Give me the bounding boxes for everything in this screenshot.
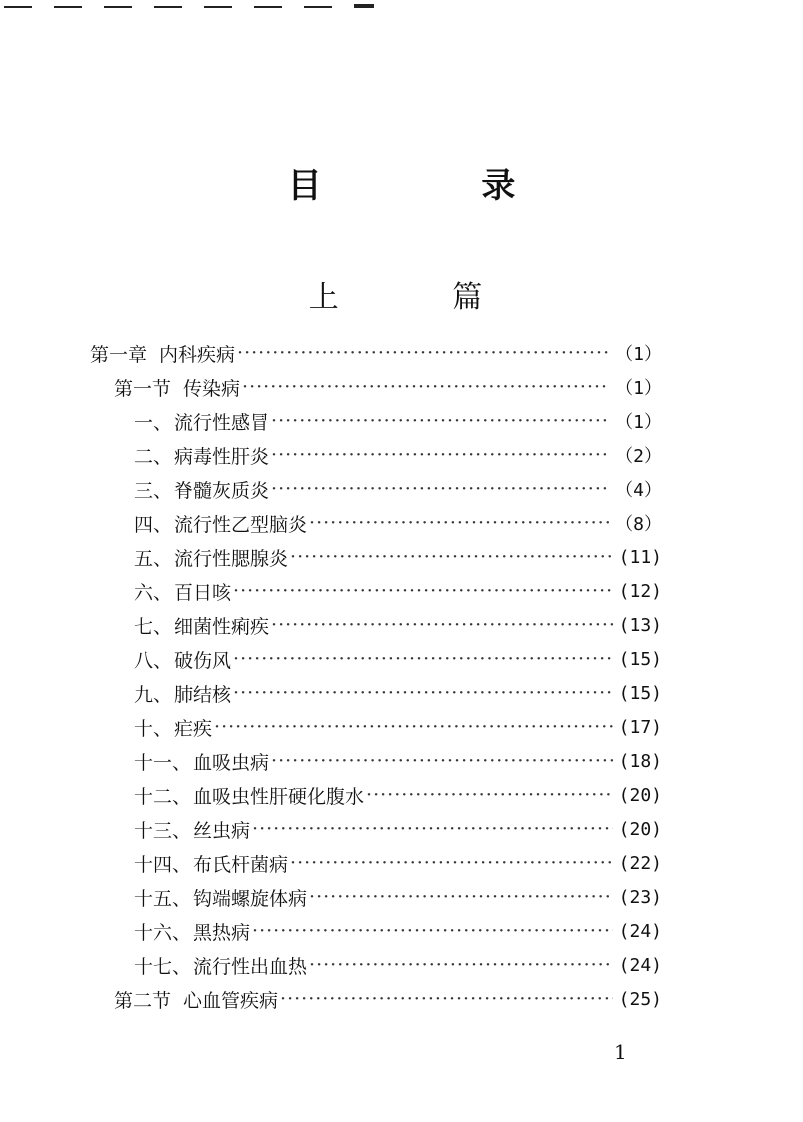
toc-entry-number: 十五、 bbox=[134, 887, 192, 910]
toc-entry-label: 脊髓灰质炎 bbox=[174, 479, 270, 502]
toc-entry[interactable] bbox=[134, 948, 662, 982]
edge-mark bbox=[354, 4, 374, 8]
leader-dots bbox=[271, 614, 613, 636]
toc-entry-page: (24) bbox=[618, 954, 662, 976]
toc-entry-page: (25) bbox=[618, 988, 662, 1010]
toc-entry-page: (22) bbox=[618, 852, 662, 874]
toc-entry-number: 三、 bbox=[134, 479, 173, 502]
edge-mark bbox=[304, 6, 332, 8]
toc-entry-number: 十六、 bbox=[134, 921, 192, 944]
toc-entry-label: 疟疾 bbox=[174, 717, 213, 740]
toc-entry-page: (20) bbox=[618, 818, 662, 840]
toc-entry-label: 布氏杆菌病 bbox=[193, 853, 289, 876]
leader-dots bbox=[271, 410, 609, 432]
edge-mark bbox=[4, 6, 32, 8]
toc-entry-label: 血吸虫性肝硬化腹水 bbox=[193, 785, 365, 808]
toc-entry[interactable] bbox=[134, 472, 662, 506]
toc-entry-number: 十一、 bbox=[134, 751, 192, 774]
toc-entry-number: 十三、 bbox=[134, 819, 192, 842]
leader-dots bbox=[290, 546, 613, 568]
leader-dots bbox=[252, 818, 613, 840]
toc-entry-page: （2） bbox=[615, 446, 662, 467]
toc-entry-page: （8） bbox=[615, 514, 662, 535]
toc-entry-page: （4） bbox=[615, 480, 662, 501]
toc-entry-label: 心血管疾病 bbox=[183, 989, 279, 1012]
toc-entry-label: 黑热病 bbox=[193, 921, 251, 944]
toc-entry[interactable] bbox=[134, 676, 662, 710]
leader-dots bbox=[237, 342, 609, 364]
toc-entry[interactable] bbox=[134, 914, 662, 948]
edge-mark bbox=[204, 6, 232, 8]
toc-entry[interactable] bbox=[134, 812, 662, 846]
edge-mark bbox=[104, 6, 132, 8]
toc-entry-label: 肺结核 bbox=[174, 683, 232, 706]
toc-entry-page: (15) bbox=[618, 648, 662, 670]
part-heading: 上 篇 bbox=[308, 280, 535, 315]
toc-entry-label: 流行性腮腺炎 bbox=[174, 547, 289, 570]
toc-entry-label: 血吸虫病 bbox=[193, 751, 270, 774]
toc-entry[interactable] bbox=[134, 846, 662, 880]
toc-entry-number: 十二、 bbox=[134, 785, 192, 808]
leader-dots bbox=[309, 512, 609, 534]
toc-entry-label: 百日咳 bbox=[174, 581, 232, 604]
top-edge-marks bbox=[4, 6, 374, 8]
leader-dots bbox=[252, 920, 613, 942]
toc-entry-number: 一、 bbox=[134, 411, 173, 434]
toc-entry-page: (13) bbox=[618, 614, 662, 636]
toc-entry[interactable] bbox=[134, 574, 662, 608]
toc-entry-page: (20) bbox=[618, 784, 662, 806]
leader-dots bbox=[233, 648, 613, 670]
toc-entry[interactable] bbox=[134, 642, 662, 676]
toc-entry-number: 五、 bbox=[134, 547, 173, 570]
toc-entry-page: (15) bbox=[618, 682, 662, 704]
toc-entry-label: 流行性乙型脑炎 bbox=[174, 513, 308, 536]
toc-entry-number: 七、 bbox=[134, 615, 173, 638]
toc-entry-label: 病毒性肝炎 bbox=[174, 445, 270, 468]
toc-entry-number: 第二节 bbox=[114, 989, 172, 1012]
toc-entry-number: 第一节 bbox=[114, 377, 172, 400]
toc-entry-label: 细菌性痢疾 bbox=[174, 615, 270, 638]
leader-dots bbox=[233, 580, 613, 602]
leader-dots bbox=[366, 784, 613, 806]
toc-entry[interactable] bbox=[134, 506, 662, 540]
toc-entry-page: (12) bbox=[618, 580, 662, 602]
toc-entry-label: 钩端螺旋体病 bbox=[193, 887, 308, 910]
leader-dots bbox=[242, 376, 609, 398]
toc-entry-label: 内科疾病 bbox=[159, 343, 236, 366]
toc-entry[interactable] bbox=[134, 404, 662, 438]
toc-entry[interactable] bbox=[134, 744, 662, 778]
toc-entry-number: 十七、 bbox=[134, 955, 192, 978]
toc-entry[interactable] bbox=[134, 540, 662, 574]
toc-entry[interactable] bbox=[134, 438, 662, 472]
toc-entry[interactable] bbox=[114, 370, 662, 404]
toc-entry-number: 十四、 bbox=[134, 853, 192, 876]
leader-dots bbox=[271, 478, 609, 500]
toc-entry-page: （1） bbox=[615, 344, 662, 365]
edge-mark bbox=[154, 6, 182, 8]
toc-entry-number: 四、 bbox=[134, 513, 173, 536]
toc-entry[interactable] bbox=[134, 608, 662, 642]
toc-entry-label: 流行性出血热 bbox=[193, 955, 308, 978]
toc-entry-label: 传染病 bbox=[183, 377, 241, 400]
toc-entry[interactable] bbox=[134, 880, 662, 914]
toc-entry[interactable] bbox=[134, 778, 662, 812]
leader-dots bbox=[271, 444, 609, 466]
leader-dots bbox=[271, 750, 613, 772]
toc-entry-page: （1） bbox=[615, 378, 662, 399]
leader-dots bbox=[233, 682, 613, 704]
toc-entry-number: 八、 bbox=[134, 649, 173, 672]
toc-entry-page: (23) bbox=[618, 886, 662, 908]
leader-dots bbox=[309, 954, 613, 976]
leader-dots bbox=[309, 886, 613, 908]
toc-entry-number: 六、 bbox=[134, 581, 173, 604]
toc-entry-page: (11) bbox=[618, 546, 662, 568]
toc-entry-label: 破伤风 bbox=[174, 649, 232, 672]
leader-dots bbox=[280, 988, 613, 1010]
toc-entry-label: 流行性感冒 bbox=[174, 411, 270, 434]
toc-entry[interactable] bbox=[90, 336, 662, 370]
toc-entry[interactable] bbox=[114, 982, 662, 1016]
page-title: 目 录 bbox=[287, 166, 590, 206]
toc-entry-label: 丝虫病 bbox=[193, 819, 251, 842]
toc-entry-number: 九、 bbox=[134, 683, 173, 706]
toc-entry-page: (18) bbox=[618, 750, 662, 772]
edge-mark bbox=[254, 6, 282, 8]
toc-entry[interactable] bbox=[134, 710, 662, 744]
toc-entry-number: 十、 bbox=[134, 717, 173, 740]
toc-entry-page: （1） bbox=[615, 412, 662, 433]
edge-mark bbox=[54, 6, 82, 8]
leader-dots bbox=[214, 716, 613, 738]
toc-entry-number: 二、 bbox=[134, 445, 173, 468]
page-number: 1 bbox=[614, 1040, 627, 1064]
leader-dots bbox=[290, 852, 613, 874]
toc-entry-number: 第一章 bbox=[90, 343, 148, 366]
toc-entry-page: (24) bbox=[618, 920, 662, 942]
toc-entry-page: (17) bbox=[618, 716, 662, 738]
